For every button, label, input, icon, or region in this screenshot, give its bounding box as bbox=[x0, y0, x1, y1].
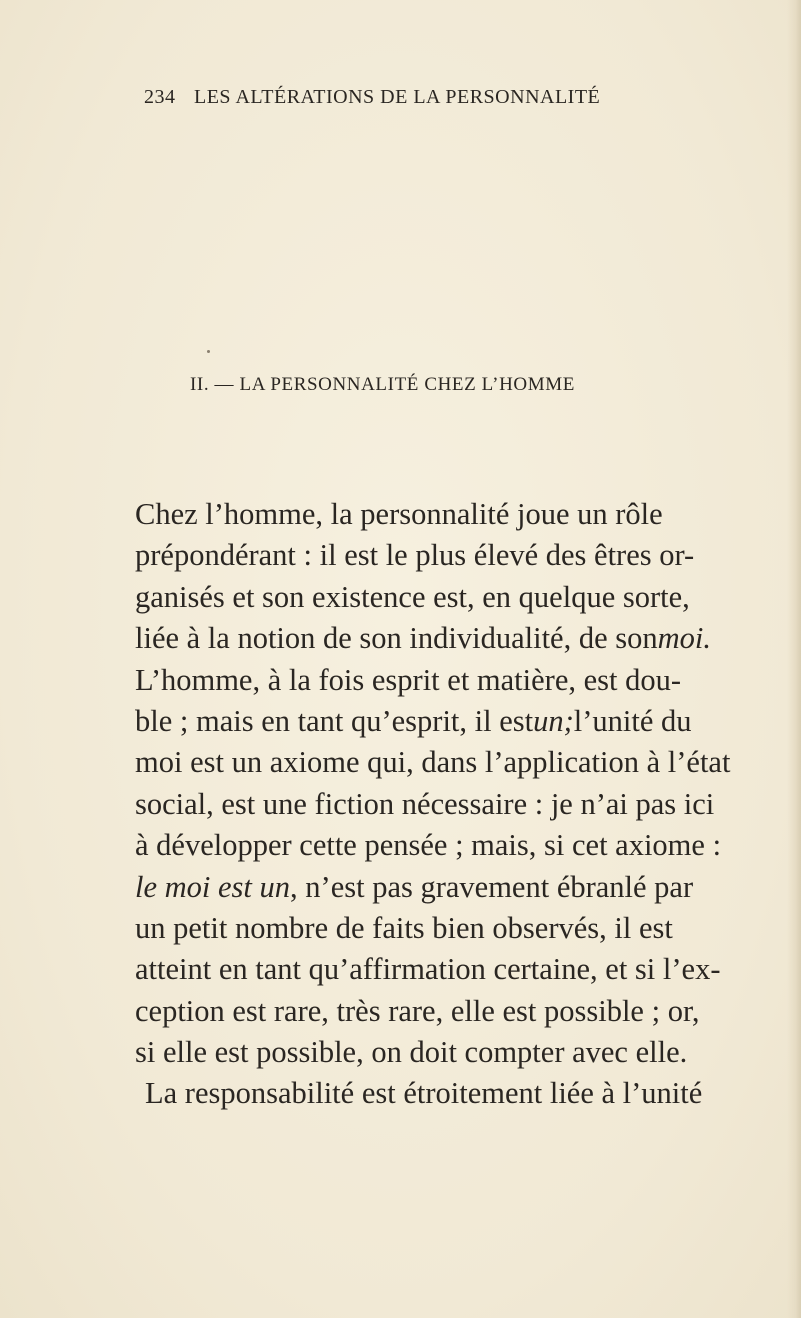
page-number: 234 bbox=[144, 86, 176, 108]
text-line: La responsabilité est étroitement liée à l’unité bbox=[145, 1076, 703, 1111]
text-line: un petit nombre de faits bien observés, il est bbox=[135, 910, 673, 945]
text-line: Chez l’homme, la personnalité joue un rôle bbox=[135, 497, 663, 531]
text-line: moi est un axiome qui, dans l’application à l’état bbox=[135, 745, 731, 780]
italic-word: moi. bbox=[657, 621, 712, 656]
running-title: LES ALTÉRATIONS DE LA PERSONNALITÉ bbox=[194, 86, 601, 108]
text-line: ception est rare, très rare, elle est possible ; or, bbox=[135, 993, 700, 1028]
text-line: si elle est possible, on doit compter avec elle. bbox=[135, 1035, 688, 1070]
body-text bbox=[135, 494, 731, 1115]
italic-word: un; bbox=[533, 703, 574, 738]
section-heading: II. — LA PERSONNALITÉ CHEZ L’HOMME bbox=[190, 374, 575, 395]
text-line: social, est une fiction nécessaire : je n’ai pas ici bbox=[135, 786, 715, 821]
print-speck bbox=[207, 350, 210, 353]
italic-phrase: le moi est un bbox=[135, 869, 291, 904]
running-head bbox=[144, 86, 664, 116]
text-line: L’homme, à la fois esprit et matière, est dou- bbox=[135, 662, 682, 697]
text-line: liée à la notion de son individualité, de son moi. bbox=[135, 618, 655, 659]
page-edge-shadow bbox=[787, 0, 801, 1318]
text-line: prépondérant : il est le plus élevé des êtres or- bbox=[135, 538, 695, 573]
text-line: ble ; mais en tant qu’esprit, il est un; l’unité du bbox=[135, 701, 655, 742]
text-line: le moi est un , n’est pas gravement ébranlé par bbox=[135, 867, 655, 908]
text-line: atteint en tant qu’affirmation certaine, et si l’ex- bbox=[135, 952, 721, 987]
text-line: à développer cette pensée ; mais, si cet axiome : bbox=[135, 828, 722, 863]
text-line: ganisés et son existence est, en quelque sorte, bbox=[135, 579, 690, 614]
